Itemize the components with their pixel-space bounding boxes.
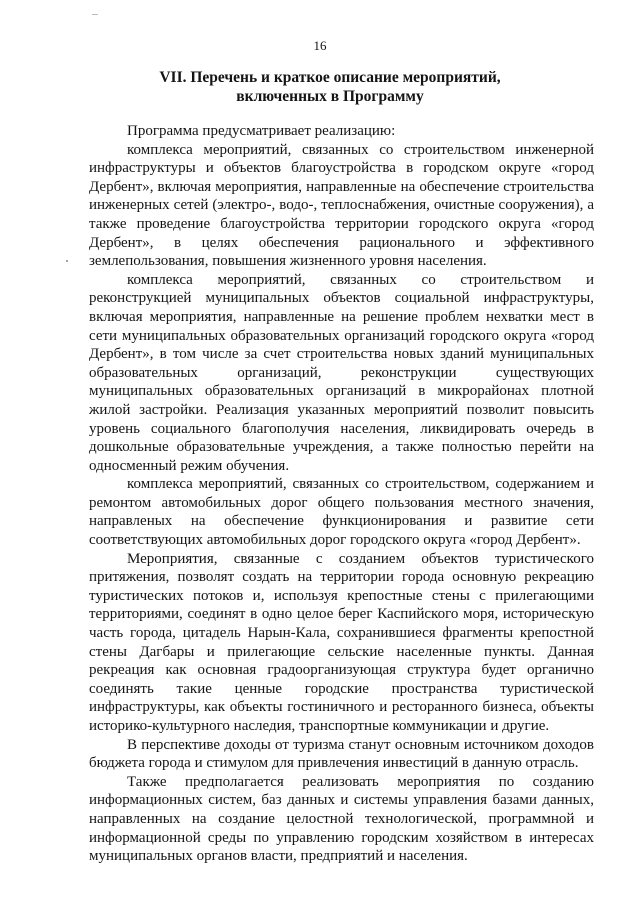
section-heading [60, 68, 600, 106]
document-body [89, 122, 594, 866]
page-number: 16 [313, 38, 327, 53]
paragraph-information-systems: Также предполагается реализовать мероприятия по созданию информационных систем, баз данных и системы управления базами данных, направленных на создание целостной технологической, программной и информационной среды по управлению городским хозяйством в интересах муниципальных органов власти, предприятий и населения. [89, 773, 594, 865]
section-heading-line-1: VII. Перечень и краткое описание мероприятий, [159, 69, 501, 86]
margin-dot [66, 260, 68, 262]
paragraph-tourism: Мероприятия, связанные с созданием объектов туристического притяжения, позволят создать на территории города основную рекреацию туристических потоков и, используя крепостные стены с прилегающими территориями, соединят в одно целое берег Каспийского моря, историческую часть города, цитадель Нарын-Кала, сохранившиеся фрагменты крепостной стены Дагбары и прилегающие сельские населенные пункты. Данная рекреация как основная градоорганизующая структура будет органично соединять такие ценные городские пространства туристической инфраструктуры, как объекты гостиничного и ресторанного бизнеса, объекты историко-культурного наследия, транспортные коммуникации и другие. [89, 550, 594, 734]
paragraph-social: комплекса мероприятий, связанных со строительством и реконструкцией муниципальных объектов социальной инфраструктуры, включая мероприятия, направленные на решение проблем нехватки мест в сети муниципальных образовательных организаций городского округа «город Дербент», в том числе за счет строительства новых зданий муниципальных образовательных организаций, реконструкции существующих муниципальных образовательных организаций в микрорайонах плотной жилой застройки. Реализация указанных мероприятий позволит повысить уровень социального благополучия населения, ликвидировать очередь в дошкольные образовательные учреждения, а также полностью перейти на односменный режим обучения. [89, 271, 594, 474]
paragraph-revenue: В перспективе доходы от туризма станут основным источником доходов бюджета города и стимулом для привлечения инвестиций в данную отрасль. [89, 736, 594, 772]
paragraph-intro: Программа предусматривает реализацию: [127, 123, 396, 139]
section-heading-line-2: включенных в Программу [236, 88, 424, 105]
paragraph-engineering: комплекса мероприятий, связанных со строительством инженерной инфраструктуры и объектов благоустройства в городском округе «город Дербент», включая мероприятия, направленные на обеспечение строительства инженерных сетей (электро-, водо-, теплоснабжения, очистные сооружения), а также проведение благоустройства территории городского округа «город Дербент», в целях обеспечения рационального и эффективного землепользования, повышения жизненного уровня населения. [89, 141, 594, 270]
scan-speck [92, 14, 98, 15]
paragraph-roads: комплекса мероприятий, связанных со строительством, содержанием и ремонтом автомобильных дорог общего пользования местного значения, направленых на обеспечение функционирования и развитие сети соответствующих автомобильных дорог городского округа «город Дербент». [89, 476, 594, 549]
